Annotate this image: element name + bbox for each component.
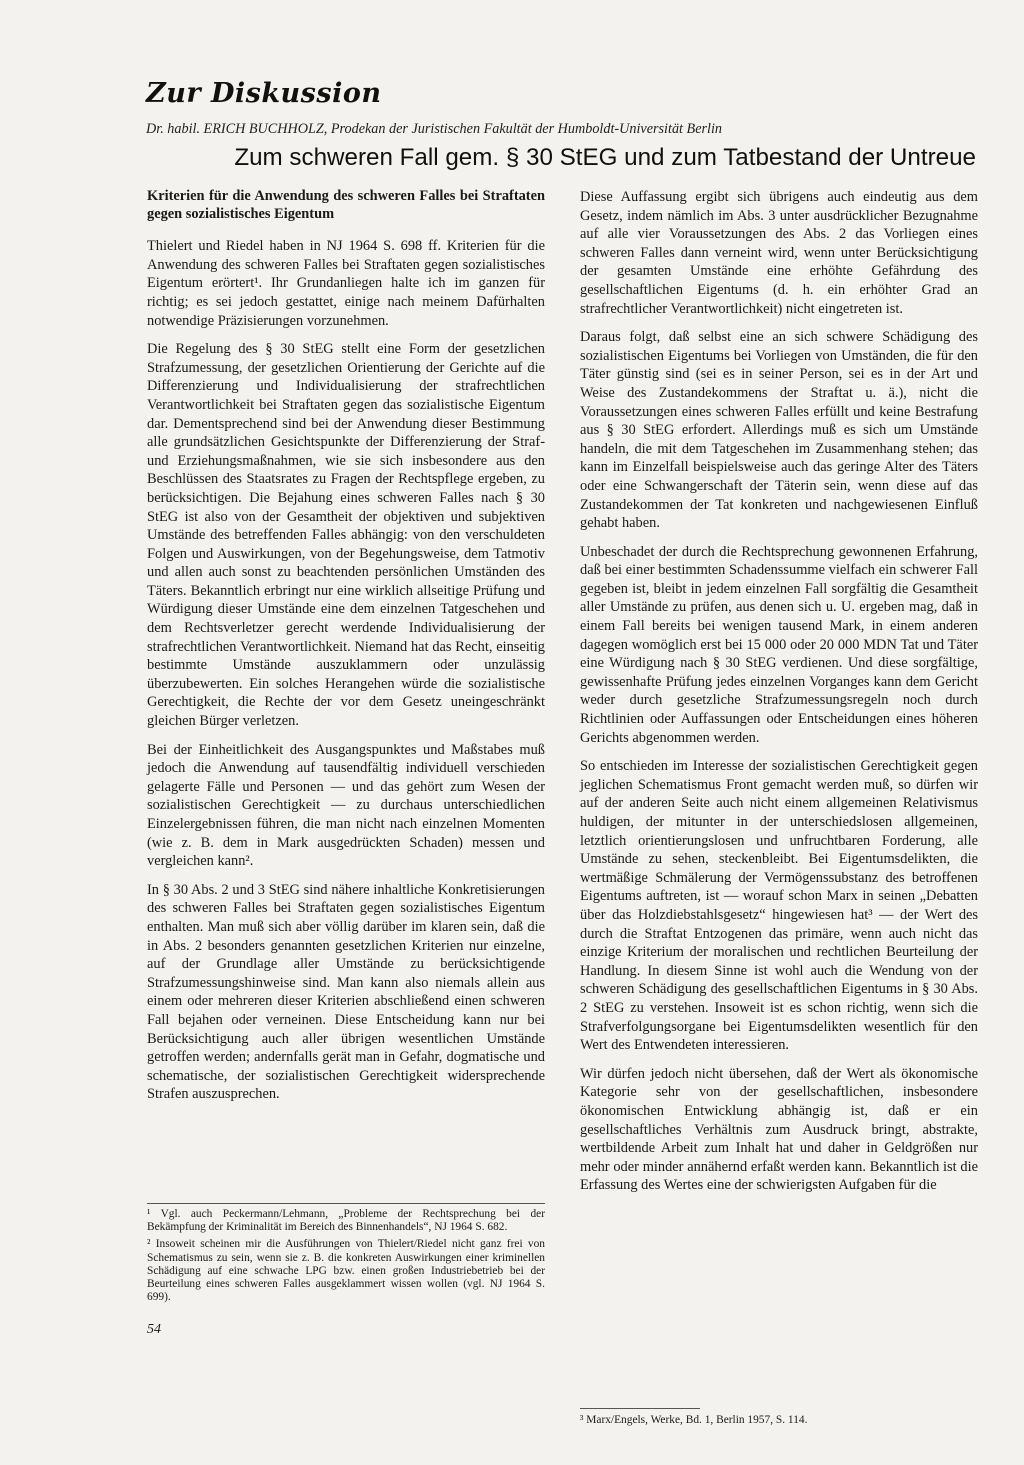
paragraph: In § 30 Abs. 2 und 3 StEG sind nähere inhaltliche Konkretisierungen des schweren Falles bei Straftaten gegen sozialistisches Eigentum enthalten. Man muß sich aber völlig darüber im klaren sein, daß die in Abs. 2 besonders genannten gesetzlichen Kriterien nur einzelne, auf der Grundlage aller Umstände zu berücksichtigende Strafzumessungshinweise sind. Man kann also niemals allein aus einem oder mehreren dieser Kriterien abschließend einen schweren Fall bejahen oder verneinen. Diese Entscheidung kann nur bei Berücksichtigung auch aller übrigen wesentlichen Umstände getroffen werden; andernfalls gerät man in Gefahr, dogmatische und schematische, der sozialistischen Gerechtigkeit widersprechende Strafen auszusprechen.	[147, 881, 545, 1103]
footnotes-right	[580, 1414, 978, 1427]
footnote: ³ Marx/Engels, Werke, Bd. 1, Berlin 1957, S. 114.	[580, 1414, 808, 1426]
footnotes-left	[147, 1203, 545, 1308]
left-column	[147, 188, 545, 1114]
section-title: Zur Diskussion	[146, 78, 382, 109]
paragraph: So entschieden im Interesse der sozialistischen Gerechtigkeit gegen jeglichen Schematismus Front gemacht werden muß, so dürfen wir auf der anderen Seite auch nicht einem allgemeinen Relativismus huldigen, der mitunter in der unterschiedslosen allgemeinen, letztlich orientierungslosen und unfruchtbaren Forderung, alle Umstände zu sehen, steckenbleibt. Bei Eigentumsdelikten, die wertmäßige Schmälerung der Vermögenssubstanz des betroffenen Eigentums auftreten, ist — worauf schon Marx in seinen „Debatten über das Holzdiebstahlsgesetz“ hingewiesen hat³ — der Wert des durch die Straftat Entzogenen das primäre, wenn auch nicht das einzige Kriterium der moralischen und rechtlichen Beurteilung der Handlung. In diesem Sinne ist wohl auch die Wendung von der schweren Schädigung des gesellschaftlichen Eigentums in § 30 Abs. 2 StEG zu verstehen. Insoweit ist es schon richtig, wenn sich die Strafverfolgungsorgane bei Eigentumsdelikten wesentlich für den Wert des Entwendeten interessieren.	[580, 758, 978, 1054]
paragraph: Wir dürfen jedoch nicht übersehen, daß der Wert als ökonomische Kategorie sehr von der gesellschaftlichen, insbesondere ökonomischen Entwicklung abhängig ist, daß er ein gesellschaftliches Verhältnis zum Ausdruck bringt, abstrakte, wertbildende Arbeit zum Inhalt hat und daher in Geldgrößen nur mehr oder minder annähernd erfaßt werden kann. Bekanntlich ist die Erfassung des Wertes eine der schwierigsten Aufgaben für die	[580, 1065, 978, 1194]
paragraph: Bei der Einheitlichkeit des Ausgangspunktes und Maßstabes muß jedoch die Anwendung auf tausendfältig individuell verschieden gelagerte Fälle und Personen — und das gehört zum Wesen der sozialistischen Gerechtigkeit — zu durchaus unterschiedlichen Einzelergebnissen führen, die man nicht nach einzelnen Momenten (wie z. B. dem in Mark ausgedrückten Schaden) messen und vergleichen kann².	[147, 741, 545, 870]
paragraph: Diese Auffassung ergibt sich übrigens auch eindeutig aus dem Gesetz, indem nämlich im Abs. 3 unter ausdrücklicher Bezugnahme auf alle vier Voraussetzungen des Abs. 2 das Vorliegen eines schweren Falles dann verneint wird, wenn unter Berücksichtigung der gesamten Umstände eine erhöhte Gefährdung des gesellschaftlichen Eigentums (d. h. ein erhöhter Grad an strafrechtlicher Verantwortlichkeit) nicht eingetreten ist.	[580, 189, 978, 317]
paragraph: Thielert und Riedel haben in NJ 1964 S. 698 ff. Kriterien für die Anwendung des schweren Falles bei Straftaten gegen sozialistisches Eigentum erörtert¹. Ihr Grundanliegen halte ich im ganzen für richtig; es sei jedoch gestattet, einige nach meinem Dafürhalten notwendige Präzisierungen vorzunehmen.	[147, 238, 545, 329]
article-title: Zum schweren Fall gem. § 30 StEG und zum Tatbestand der Untreue	[234, 144, 976, 171]
subheading: Kriterien für die Anwendung des schweren Falles bei Straftaten gegen sozialistisches Eigentum	[147, 188, 545, 222]
footnote: ¹ Vgl. auch Peckermann/Lehmann, „Probleme der Rechtsprechung bei der Bekämpfung der Kriminalität im Bereich des Binnenhandels“, NJ 1964 S. 682.	[147, 1208, 545, 1234]
footnote-divider	[580, 1408, 700, 1409]
author-byline: Dr. habil. ERICH BUCHHOLZ, Prodekan der Juristischen Fakultät der Humboldt-Universität Berlin	[146, 121, 722, 137]
paragraph: Daraus folgt, daß selbst eine an sich schwere Schädigung des sozialistischen Eigentums bei Vorliegen von Umständen, die für den Täter günstig sind (sei es in seiner Person, sei es in der Art und Weise des Zustandekommens der Straftat u. ä.), nicht die Voraussetzungen eines schweren Falles erfüllt und keine Bestrafung aus § 30 StEG erfordert. Allerdings muß es sich um Umstände handeln, die mit dem Tatgeschehen im Zusammenhang stehen; das kann im Einzelfall beispielsweise auch das geringe Alter des Täters oder eine Schwangerschaft der Täterin sein, wenn diese auf das Zustandekommen der Tat konkreten und nachgewiesenen Einfluß gehabt haben.	[580, 329, 978, 532]
page-number: 54	[147, 1322, 161, 1337]
footnote: ² Insoweit scheinen mir die Ausführungen von Thielert/Riedel nicht ganz frei von Schematismus zu sein, wenn sie z. B. die konkreten Auswirkungen einer kriminellen Schädigung auf eine schwache LPG bzw. einen großen Industriebetrieb bei der Beurteilung eines schweren Falles ausgeklammert wissen wollen (vgl. NJ 1964 S. 699).	[147, 1238, 545, 1304]
right-column	[580, 188, 978, 1205]
paragraph: Die Regelung des § 30 StEG stellt eine Form der gesetzlichen Strafzumessung, der gesetzlichen Orientierung der Gerichte auf die Differenzierung und Individualisierung der strafrechtlichen Verantwortlichkeit bei Straftaten gegen das sozialistische Eigentum dar. Dementsprechend sind bei der Anwendung dieser Bestimmung alle grundsätzlichen Gesichtspunkte der Differenzierung der Straf- und Erziehungsmaßnahmen, wie sie sich insbesondere aus den Beschlüssen des Staatsrates zu Fragen der Rechtspflege ergeben, zu berücksichtigen. Die Bejahung eines schweren Falles nach § 30 StEG ist also von der Gesamtheit der objektiven und subjektiven Umstände des betreffenden Falles abhängig: von den verschuldeten Folgen und Auswirkungen, von der Begehungsweise, dem Tatmotiv und allen auch sonst zu beachtenden persönlichen Umständen des Täters. Bekanntlich erbringt nur eine wirklich allseitige Prüfung und Würdigung dieser Umstände eine dem einzelnen Tatgeschehen und dem Rechtsverletzer gerecht werdende Individualisierung der strafrechtlichen Verantwortlichkeit. Niemand hat das Recht, einseitig bestimmte Umstände auszuklammern oder unzulässig überzubewerten. Ein solches Herangehen würde die sozialistische Gerechtigkeit, die Rechte der vor dem Gesetz uneingeschränkt gleichen Bürger verletzen.	[147, 341, 545, 730]
paragraph: Unbeschadet der durch die Rechtsprechung gewonnenen Erfahrung, daß bei einer bestimmten Schadenssumme vielfach ein schwerer Fall gegeben ist, bleibt in jedem einzelnen Fall sorgfältig die Gesamtheit aller Umstände zu prüfen, aus denen sich u. U. ergeben mag, daß in einem Fall bereits bei wenigen tausend Mark, in einem anderen dagegen womöglich erst bei 15 000 oder 20 000 MDN Tat und Täter eine Würdigung nach § 30 StEG verdienen. Und diese sorgfältige, gewissenhafte Prüfung jedes einzelnen Vorganges kann dem Gericht weder durch gesetzliche Strafzumessungsregeln noch durch Richtlinien oder Auffassungen oder Entscheidungen eines höheren Gerichts abgenommen werden.	[580, 543, 978, 746]
